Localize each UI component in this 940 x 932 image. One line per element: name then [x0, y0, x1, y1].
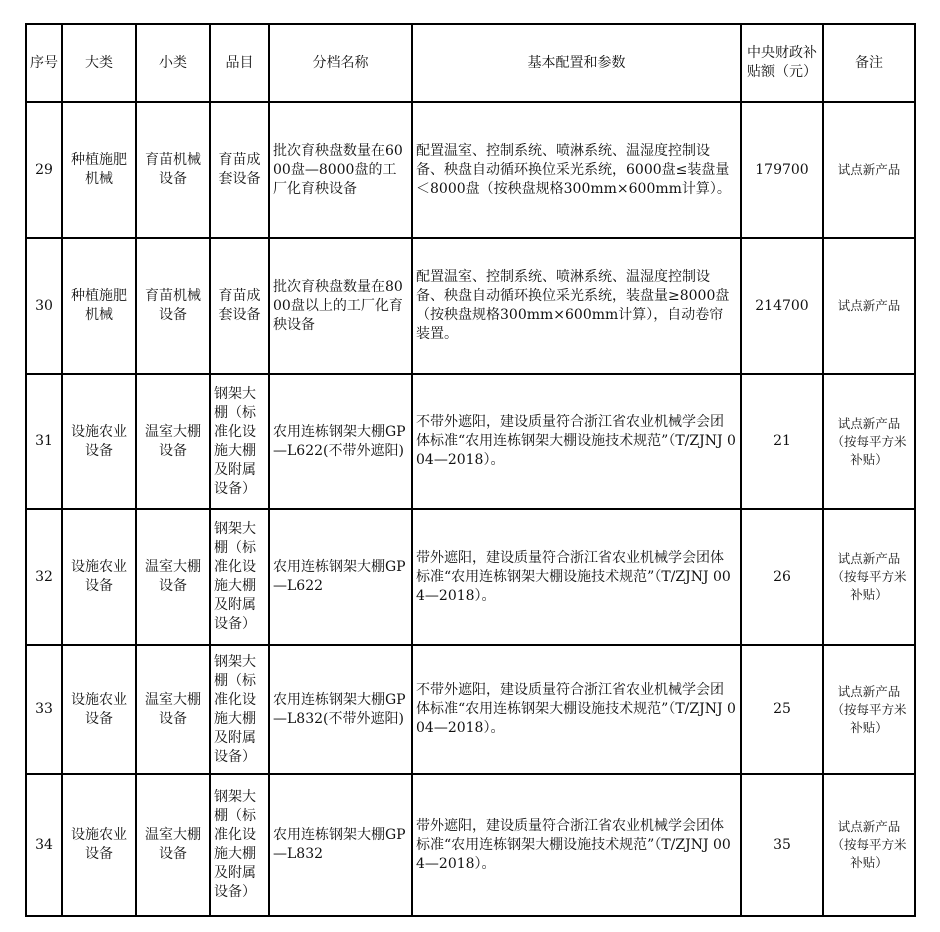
table-row [26, 238, 915, 374]
row-config: 配置温室、控制系统、喷淋系统、温湿度控制设备、秧盘自动循环换位采光系统，6000盘≤装盘量＜8000盘（按秧盘规格300mm×600mm计算）。 [412, 102, 741, 238]
row-subcategory: 育苗机械设备 [136, 102, 210, 238]
row-no: 30 [26, 238, 62, 374]
row-subcategory: 温室大棚设备 [136, 645, 210, 774]
table-row [26, 374, 915, 509]
row-item: 育苗成套设备 [210, 238, 269, 374]
row-tier-name: 农用连栋钢架大棚GP—L832 [269, 774, 412, 916]
row-remark: 试点新产品 [823, 102, 915, 238]
row-item: 钢架大棚（标准化设施大棚及附属设备） [210, 509, 269, 645]
row-no: 33 [26, 645, 62, 774]
row-item: 育苗成套设备 [210, 102, 269, 238]
row-subsidy: 21 [741, 374, 823, 509]
row-subsidy: 179700 [741, 102, 823, 238]
row-item: 钢架大棚（标准化设施大棚及附属设备） [210, 774, 269, 916]
row-category: 种植施肥机械 [62, 102, 136, 238]
row-category: 设施农业设备 [62, 374, 136, 509]
row-config: 配置温室、控制系统、喷淋系统、温湿度控制设备、秧盘自动循环换位采光系统，装盘量≥8000盘（按秧盘规格300mm×600mm计算），自动卷帘装置。 [412, 238, 741, 374]
row-remark: 试点新产品 [823, 238, 915, 374]
table-row [26, 102, 915, 238]
row-category: 设施农业设备 [62, 774, 136, 916]
row-config: 带外遮阳，建设质量符合浙江省农业机械学会团体标准“农用连栋钢架大棚设施技术规范”（T/ZJNJ 004—2018）。 [412, 774, 741, 916]
row-item: 钢架大棚（标准化设施大棚及附属设备） [210, 374, 269, 509]
row-category: 种植施肥机械 [62, 238, 136, 374]
row-subcategory: 温室大棚设备 [136, 374, 210, 509]
row-config: 不带外遮阳，建设质量符合浙江省农业机械学会团体标准“农用连栋钢架大棚设施技术规范”（T/ZJNJ 004—2018）。 [412, 645, 741, 774]
table-row [26, 645, 915, 774]
row-subsidy: 26 [741, 509, 823, 645]
row-item: 钢架大棚（标准化设施大棚及附属设备） [210, 645, 269, 774]
row-no: 34 [26, 774, 62, 916]
header-subcategory: 小类 [136, 24, 210, 102]
header-subsidy: 中央财政补贴额（元） [741, 24, 823, 102]
row-config: 带外遮阳，建设质量符合浙江省农业机械学会团体标准“农用连栋钢架大棚设施技术规范”（T/ZJNJ 004—2018）。 [412, 509, 741, 645]
row-subcategory: 育苗机械设备 [136, 238, 210, 374]
row-no: 31 [26, 374, 62, 509]
row-no: 29 [26, 102, 62, 238]
row-remark: 试点新产品（按每平方米补贴） [823, 645, 915, 774]
row-subcategory: 温室大棚设备 [136, 509, 210, 645]
row-subsidy: 214700 [741, 238, 823, 374]
row-category: 设施农业设备 [62, 645, 136, 774]
header-row [26, 24, 915, 102]
row-tier-name: 批次育秧盘数量在8000盘以上的工厂化育秧设备 [269, 238, 412, 374]
row-tier-name: 批次育秧盘数量在6000盘—8000盘的工厂化育秧设备 [269, 102, 412, 238]
header-remark: 备注 [823, 24, 915, 102]
row-remark: 试点新产品（按每平方米补贴） [823, 374, 915, 509]
row-tier-name: 农用连栋钢架大棚GP—L832(不带外遮阳) [269, 645, 412, 774]
row-subsidy: 35 [741, 774, 823, 916]
row-tier-name: 农用连栋钢架大棚GP—L622 [269, 509, 412, 645]
header-no: 序号 [26, 24, 62, 102]
row-remark: 试点新产品（按每平方米补贴） [823, 509, 915, 645]
header-tier-name: 分档名称 [269, 24, 412, 102]
subsidy-table [25, 23, 916, 917]
row-tier-name: 农用连栋钢架大棚GP—L622(不带外遮阳) [269, 374, 412, 509]
table-row [26, 774, 915, 916]
row-no: 32 [26, 509, 62, 645]
row-category: 设施农业设备 [62, 509, 136, 645]
header-config: 基本配置和参数 [412, 24, 741, 102]
header-item: 品目 [210, 24, 269, 102]
header-category: 大类 [62, 24, 136, 102]
row-remark: 试点新产品（按每平方米补贴） [823, 774, 915, 916]
row-subsidy: 25 [741, 645, 823, 774]
table-row [26, 509, 915, 645]
row-config: 不带外遮阳，建设质量符合浙江省农业机械学会团体标准“农用连栋钢架大棚设施技术规范”（T/ZJNJ 004—2018）。 [412, 374, 741, 509]
row-subcategory: 温室大棚设备 [136, 774, 210, 916]
